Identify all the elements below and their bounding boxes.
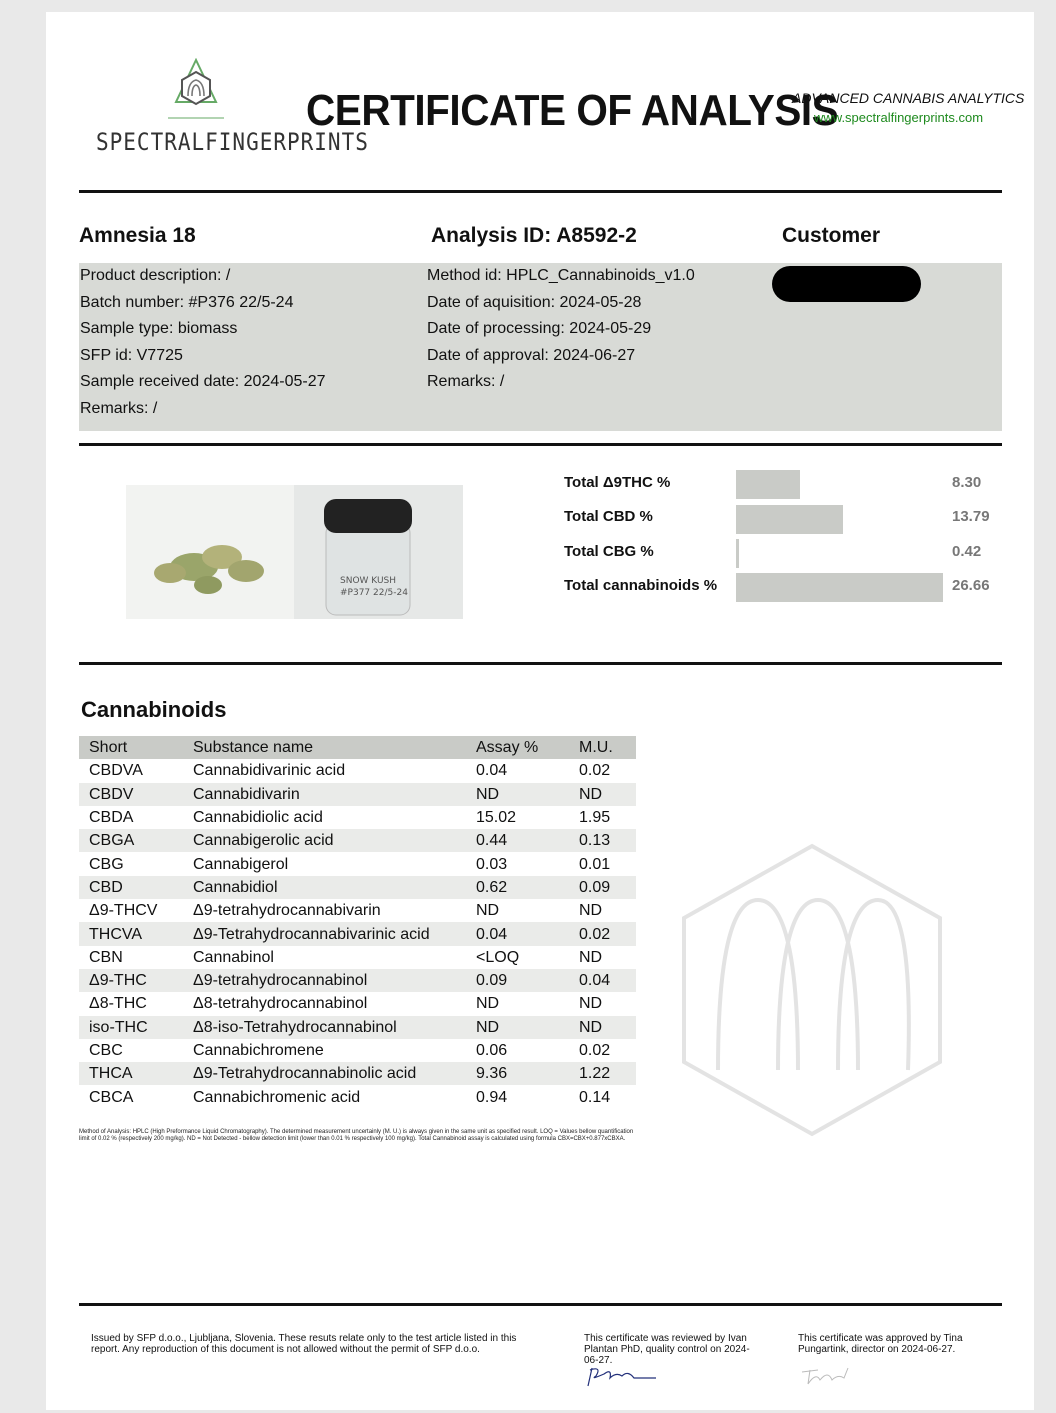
cell-short: CBC (89, 1042, 123, 1059)
cell-mu: ND (579, 948, 603, 966)
processing-date: Date of processing: 2024-05-29 (427, 320, 652, 337)
cell-assay: 0.04 (466, 922, 569, 945)
cell-mu: 0.02 (579, 1042, 611, 1059)
table-row (79, 852, 636, 875)
cell-short: CBD (79, 876, 183, 899)
column-header-mu: M.U. (569, 736, 636, 759)
cell-mu: 0.13 (569, 829, 636, 852)
cell-mu: 0.14 (579, 1088, 611, 1106)
cell-mu: 0.09 (569, 876, 636, 899)
total-cannabinoids-bar (736, 573, 943, 602)
certificate-page (46, 12, 1034, 1410)
cell-mu: ND (579, 995, 603, 1013)
cell-assay: 0.03 (476, 855, 508, 873)
cell-substance: Cannabidivarin (183, 783, 466, 806)
total-cbg-label: Total CBG % (564, 543, 654, 560)
cell-substance: Cannabichromenic acid (193, 1088, 361, 1106)
method-footnote: Method of Analysis: HPLC (High Preformance Liquid Chromatography). The determined measurement uncertainly (M. U.) is always given in the same unit as specified result. LOQ = Values bellow quantification limit of 0.02 % (respectively 200 mg/kg). ND = Not Detected - bellow detection limit (lower than 0.01 % respectively 100 mg/kg). Total Cannabinoid assay is calculated using formula CBX=CBX+0.877xCBXA. (79, 1129, 634, 1142)
sample-photo-illustration (126, 485, 463, 619)
table-row (79, 829, 636, 852)
product-details (80, 263, 326, 422)
cell-assay: ND (476, 995, 500, 1013)
total-cannabinoids-value: 26.66 (952, 577, 990, 594)
table-row (79, 1062, 636, 1085)
cell-substance: Δ9-Tetrahydrocannabinolic acid (183, 1062, 466, 1085)
cell-short: THCA (79, 1062, 183, 1085)
table-row (79, 922, 636, 945)
cell-short: CBN (89, 948, 123, 966)
acquisition-date: Date of aquisition: 2024-05-28 (427, 293, 642, 311)
cell-short: Δ9-THCV (89, 902, 158, 920)
received-date: Sample received date: 2024-05-27 (80, 373, 326, 390)
cell-short: CBDVA (89, 762, 143, 780)
product-remarks: Remarks: / (80, 399, 158, 417)
table-row (79, 783, 636, 806)
table-row (79, 1016, 636, 1039)
table-row (79, 969, 636, 992)
divider (79, 662, 1002, 665)
cell-substance: Cannabigerol (193, 855, 289, 873)
analysis-remarks: Remarks: / (427, 373, 505, 390)
table-row (79, 899, 636, 922)
cell-short: iso-THC (79, 1016, 183, 1039)
customer-heading: Customer (782, 224, 881, 247)
table-row (79, 806, 636, 829)
cell-mu: ND (569, 783, 636, 806)
cell-short: CBGA (79, 829, 183, 852)
cell-mu: 0.02 (569, 922, 636, 945)
approved-note: This certificate was approved by Tina Pungartink, director on 2024-06-27. (798, 1333, 963, 1355)
cell-substance: Cannabidiolic acid (193, 809, 323, 827)
cell-substance: Δ8-iso-Tetrahydrocannabinol (183, 1016, 466, 1039)
cell-assay: 0.62 (466, 876, 569, 899)
cell-substance: Δ9-tetrahydrocannabinol (183, 969, 466, 992)
table-header-row (79, 736, 636, 759)
cell-assay: ND (476, 902, 500, 920)
cell-assay: <LOQ (476, 948, 520, 966)
cell-short: CBG (89, 855, 124, 873)
cell-short: Δ8-THC (89, 995, 147, 1013)
total-cbg-bar (736, 539, 739, 568)
table-row (79, 759, 636, 782)
cell-mu: 0.04 (569, 969, 636, 992)
column-header-substance: Substance name (183, 736, 466, 759)
batch-number: Batch number: #P376 22/5-24 (80, 293, 294, 311)
cell-substance: Δ8-tetrahydrocannabinol (193, 995, 368, 1013)
cannabinoids-table (79, 736, 636, 1109)
total-cbd-label: Total CBD % (564, 508, 653, 525)
column-header-short: Short (79, 736, 183, 759)
cell-assay: 0.04 (476, 762, 508, 780)
cell-substance: Cannabigerolic acid (183, 829, 466, 852)
total-thc-label: Total Δ9THC % (564, 474, 671, 491)
cell-short: Δ9-THC (79, 969, 183, 992)
tagline: ADVANCED CANNABIS ANALYTICS (792, 90, 1025, 106)
cell-assay: ND (466, 783, 569, 806)
cell-mu: 0.02 (579, 762, 611, 780)
total-cbd-value: 13.79 (952, 508, 990, 525)
cell-mu: ND (569, 1016, 636, 1039)
sample-photo (126, 485, 463, 619)
approver-signature (798, 1364, 858, 1388)
cell-mu: 1.95 (579, 809, 611, 827)
cell-mu: 0.01 (579, 855, 611, 873)
total-cbd-bar (736, 505, 843, 534)
cell-substance: Cannabinol (193, 948, 274, 966)
cell-assay: 15.02 (476, 809, 517, 827)
hexagon-watermark-icon (678, 840, 946, 1140)
product-name: Amnesia 18 (79, 224, 196, 247)
total-thc-value: 8.30 (952, 474, 982, 491)
cell-substance: Cannabidivarinic acid (193, 762, 346, 780)
cell-short: THCVA (79, 922, 183, 945)
cell-assay: 0.94 (476, 1088, 508, 1106)
table-row (79, 992, 636, 1015)
logo-text: SPECTRALFINGERPRINTS (96, 128, 369, 156)
divider (79, 1303, 1002, 1306)
table-row (79, 1085, 636, 1108)
approval-date: Date of approval: 2024-06-27 (427, 346, 636, 364)
cell-substance: Cannabidiol (183, 876, 466, 899)
divider (79, 443, 1002, 446)
cell-mu: 1.22 (569, 1062, 636, 1085)
total-thc-bar (736, 470, 800, 499)
analysis-id: Analysis ID: A8592-2 (431, 224, 637, 247)
cell-substance: Cannabichromene (193, 1042, 324, 1059)
customer-redaction (772, 266, 921, 302)
cell-short: CBDA (89, 809, 134, 827)
cell-substance: Δ9-tetrahydrocannabivarin (193, 902, 381, 920)
reviewer-signature (582, 1364, 662, 1390)
table-row (79, 1039, 636, 1062)
divider (79, 190, 1002, 193)
method-id: Method id: HPLC_Cannabinoids_v1.0 (427, 267, 695, 284)
spectral-logo-icon (164, 58, 228, 124)
issued-note: Issued by SFP d.o.o., Ljubljana, Slovenia. These resuts relate only to the test article listed in this report. Any reproduction of this document is not allowed without the permit of SFP d.o.o. (91, 1333, 517, 1355)
sfp-id: SFP id: V7725 (80, 346, 183, 364)
total-cannabinoids-label: Total cannabinoids % (564, 577, 718, 594)
table-row (79, 876, 636, 899)
cell-assay: ND (466, 1016, 569, 1039)
reviewed-note: This certificate was reviewed by Ivan Plantan PhD, quality control on 2024-06-27. (584, 1333, 750, 1366)
cell-assay: 0.09 (466, 969, 569, 992)
sample-type: Sample type: biomass (80, 320, 238, 337)
cell-short: CBCA (89, 1088, 134, 1106)
jar-label-1: SNOW KUSH (340, 576, 397, 586)
analysis-details (427, 263, 695, 396)
product-description: Product description: / (80, 267, 231, 284)
table-row (79, 946, 636, 969)
jar-label-2: #P377 22/5-24 (340, 588, 408, 598)
website-link[interactable]: www.spectralfingerprints.com (814, 110, 984, 125)
cell-substance: Δ9-Tetrahydrocannabivarinic acid (183, 922, 466, 945)
total-cbg-value: 0.42 (952, 543, 982, 560)
cell-mu: ND (579, 902, 603, 920)
cell-assay: 0.44 (466, 829, 569, 852)
cell-short: CBDV (79, 783, 183, 806)
cell-assay: 0.06 (476, 1042, 508, 1059)
page-title: CERTIFICATE OF ANALYSIS (306, 86, 839, 135)
cannabinoids-title: Cannabinoids (81, 697, 227, 722)
column-header-assay: Assay % (466, 736, 569, 759)
cell-assay: 9.36 (466, 1062, 569, 1085)
